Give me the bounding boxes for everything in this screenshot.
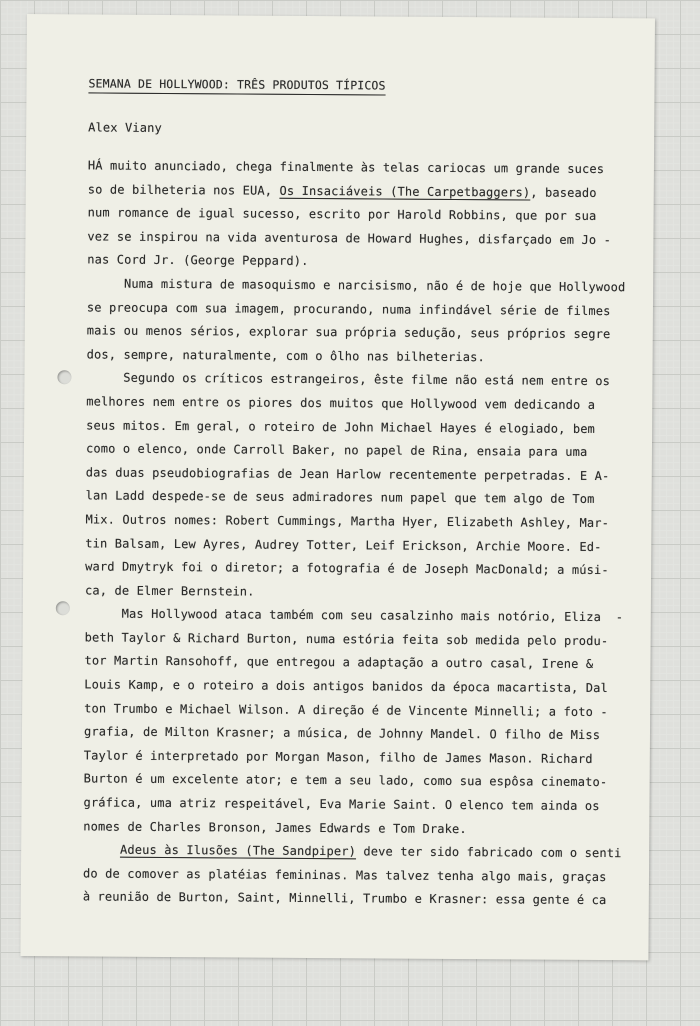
text-segment: nomes de Charles Bronson, James Edwards e Tom Drake. [83, 819, 467, 836]
text-segment: Taylor é interpretado por Morgan Mason, filho de James Mason. Richard [83, 748, 593, 766]
text-line [86, 390, 646, 418]
underlined-film-title: Adeus às Ilusões (The Sandpiper) [119, 842, 357, 859]
text-segment: como o elenco, onde Carroll Baker, no papel de Rina, ensaia para uma [85, 441, 588, 460]
text-segment: Louis Kamp, e o roteiro a dois antigos banidos da época macartista, Dal [84, 677, 608, 696]
text-segment: beth Taylor & Richard Burton, numa estória feita sob medida pelo produ- [84, 630, 609, 648]
text-line [87, 320, 647, 348]
text-segment: grafia, de Milton Krasner; a música, de Johnny Mandel. O filho de Miss [83, 724, 601, 743]
text-line [88, 154, 648, 182]
paper-sheet [20, 14, 655, 960]
text-segment: das duas pseudobiografias de Jean Harlow recentemente perpetradas. E A- [85, 465, 610, 483]
underlined-film-title: Os Insaciáveis (The Carpetbaggers) [279, 183, 531, 200]
text-segment: , baseado [530, 185, 597, 200]
text-line [84, 673, 644, 701]
text-segment: HÁ muito anunciado, chega finalmente às telas cariocas um grande suces [87, 158, 605, 177]
text-segment: num romance de igual sucesso, escrito por Harold Robbins, que por sua [87, 205, 597, 224]
text-segment: tor Martin Ransohoff, que entregou a adaptação a outro casal, Irene & [84, 653, 594, 672]
text-segment: dos, sempre, naturalmente, com o ôlho nas bilheterias. [86, 347, 485, 364]
text-segment: lan Ladd despede-se de seus admiradores num papel que tem algo de Tom [85, 488, 595, 507]
text-segment: do de comover as platéias femininas. Mas talvez tenha algo mais, graças [82, 866, 607, 884]
punch-hole [56, 601, 70, 615]
text-segment: mais ou menos sérios, explorar sua própria sedução, seus próprios segre [86, 323, 611, 342]
text-segment: ton Trumbo e Michael Wilson. A direção é de Vincente Minnelli; a foto - [84, 701, 608, 719]
text-line [85, 556, 645, 584]
text-segment: deve ter sido fabricado com o senti [355, 844, 622, 861]
text-segment: à reunião de Burton, Saint, Minnelli, Trumbo e Krasner: essa gente é ca [82, 889, 607, 908]
text-segment: nas Cord Jr. (George Peppard). [87, 252, 309, 269]
text-segment: ward Dmytryk foi o diretor; a fotografia é de Joseph MacDonald; a músi- [85, 559, 609, 578]
text-segment: so de bilheteria nos EUA, [87, 182, 280, 198]
text-line [85, 508, 645, 536]
text-segment [83, 843, 120, 857]
text-segment: seus mitos. Em geral, o roteiro de John Michael Hayes é elogiado, bem [86, 417, 596, 436]
text-line [83, 886, 643, 914]
text-segment: melhores nem entre os piores dos muitos que Hollywood vem dedicando a [86, 394, 596, 412]
text-segment: vez se inspirou na vida aventurosa de Howard Hughes, disfarçado em Jo - [87, 229, 612, 247]
text-segment: se preocupa com sua imagem, procurando, numa infindável série de filmes [86, 299, 611, 318]
text-segment: tin Balsam, Lew Ayres, Audrey Totter, Leif Erickson, Archie Moore. Ed- [85, 535, 602, 554]
text-segment: gráfica, uma atriz respeitável, Eva Marie Saint. O elenco tem ainda os [83, 795, 600, 814]
document-body [83, 154, 648, 913]
text-line [87, 272, 647, 300]
text-line [88, 202, 648, 230]
text-segment: Mix. Outros nomes: Robert Cummings, Martha Hyer, Elizabeth Ashley, Mar- [85, 512, 610, 530]
text-segment: Segundo os críticos estrangeiros, êste filme não está nem entre os [86, 370, 611, 389]
document-title: SEMANA DE HOLLYWOOD: TRÊS PRODUTOS TÍPICOS [88, 76, 386, 93]
text-segment: Mas Hollywood ataca também com seu casalzinho mais notório, Eliza - [84, 606, 624, 625]
text-line [86, 438, 646, 466]
text-segment: ca, de Elmer Bernstein. [84, 583, 255, 599]
author-name: Alex Viany [88, 120, 163, 135]
text-segment: Numa mistura de masoquismo e narcisismo, não é de hoje que Hollywood [87, 276, 626, 295]
text-segment: Burton é um excelente ator; e tem a seu lado, como sua espôsa cinemato- [83, 771, 608, 790]
punch-hole [57, 370, 71, 384]
text-line [83, 791, 643, 819]
